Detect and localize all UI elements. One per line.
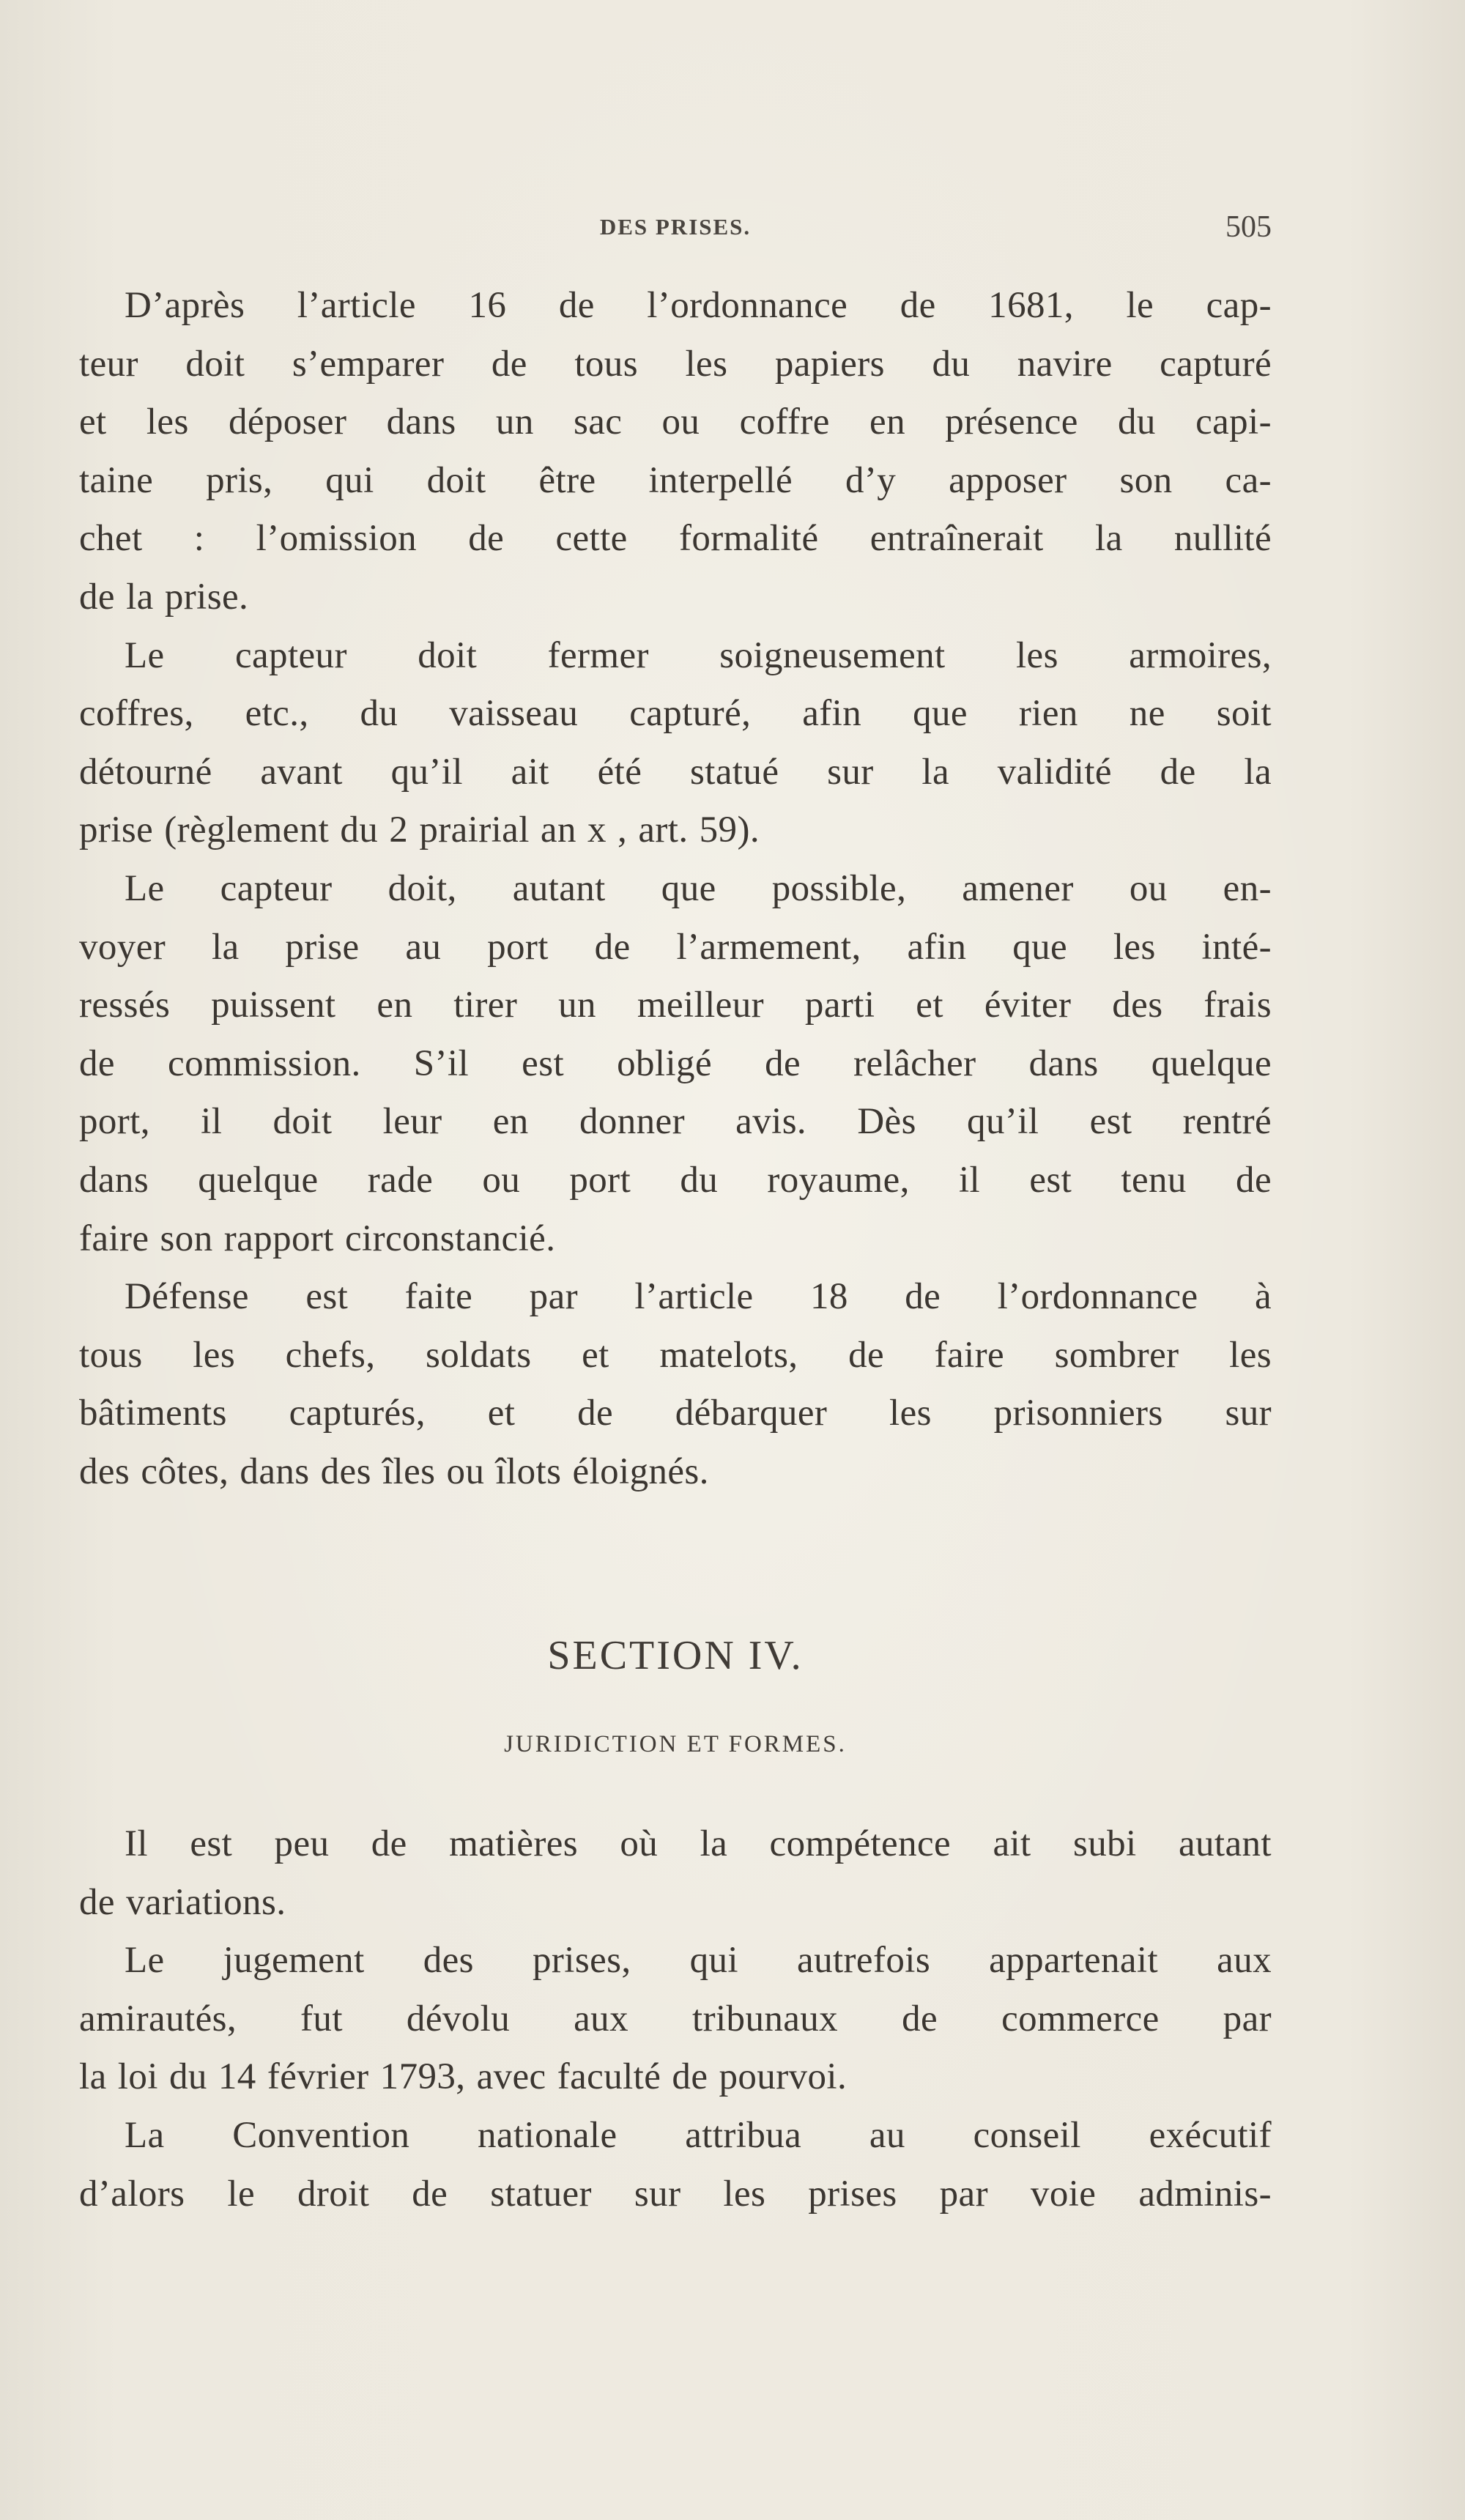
text-line: Il est peu de matières où la compétence ait subi autant [125,1823,1272,1864]
section-heading: SECTION IV. [547,1633,804,1678]
text-line: ressés puissent en tirer un meilleur parti et éviter des frais [79,985,1272,1026]
running-head [79,210,1272,251]
text-line: taine pris, qui doit être interpellé d’y apposer son ca- [79,459,1272,501]
text-line: dans quelque rade ou port du royaume, il est tenu de [79,1159,1272,1201]
text-line: de la prise. [79,576,249,618]
running-title: DES PRISES. [599,214,752,240]
text-line: des côtes, dans des îles ou îlots éloignés. [79,1450,709,1492]
text-line: amirautés, fut dévolu aux tribunaux de commerce par [79,1998,1272,2039]
text-line: de commission. S’il est obligé de relâcher dans quelque [79,1042,1272,1084]
text-line: Le capteur doit fermer soigneusement les armoires, [125,634,1272,676]
body-text-bottom [79,1815,1272,2223]
text-line: faire son rapport circonstancié. [79,1218,556,1259]
text-line: Le jugement des prises, qui autrefois appartenait aux [125,1940,1272,1982]
text-line: bâtiments capturés, et de débarquer les prisonniers sur [79,1393,1272,1434]
text-line: Défense est faite par l’article 18 de l’ordonnance à [125,1276,1272,1318]
text-line: port, il doit leur en donner avis. Dès qu’il est rentré [79,1101,1272,1143]
text-line: voyer la prise au port de l’armement, afin que les inté- [79,926,1272,968]
text-line: chet : l’omission de cette formalité entraînerait la nullité [79,518,1272,560]
section-subheading: JURIDICTION ET FORMES. [504,1731,847,1757]
text-line: La Convention nationale attribua au conseil exécutif [125,2114,1272,2156]
text-line: teur doit s’emparer de tous les papiers du navire capturé [79,343,1272,385]
body-text-top [79,277,1272,1501]
text-line: d’alors le droit de statuer sur les prises par voie adminis- [79,2173,1272,2215]
text-line: D’après l’article 16 de l’ordonnance de 1681, le cap- [125,285,1272,326]
page-number: 505 [1225,210,1272,244]
text-line: tous les chefs, soldats et matelots, de faire sombrer les [79,1334,1272,1376]
text-line: de variations. [79,1881,286,1923]
text-line: détourné avant qu’il ait été statué sur la validité de la [79,751,1272,793]
text-line: Le capteur doit, autant que possible, amener ou en- [125,867,1272,909]
text-line: la loi du 14 février 1793, avec faculté de pourvoi. [79,2056,848,2098]
text-line: coffres, etc., du vaisseau capturé, afin que rien ne soit [79,693,1272,735]
text-line: prise (règlement du 2 prairial an x , art. 59). [79,809,760,851]
text-line: et les déposer dans un sac ou coffre en présence du capi- [79,401,1272,443]
